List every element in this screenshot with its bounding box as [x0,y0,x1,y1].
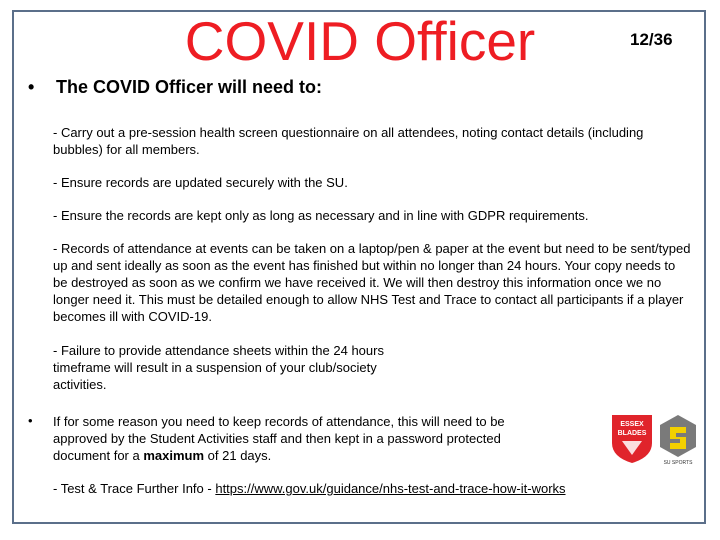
essex-blades-logo [610,413,654,465]
further-info [53,480,653,497]
su-sports-logo [656,413,700,465]
paragraph-health-screen: - Carry out a pre-session health screen questionnaire on all attendees, noting contact details (including bubbles) for all members. [53,125,644,157]
paragraph-attendance-records: - Records of attendance at events can be taken on a laptop/pen & paper at the event but need to be sent/typed up and sent ideally as soon as the event has finished but within no longer than 24 hours. Your copy needs to be destroyed as soon as we confirm we have received it. We will then destroy this information once we no longer need it. This must be detailed enough to allow NHS Test and Trace to contact all participants if a player becomes ill with COVID-19. [53,241,691,324]
test-trace-link[interactable]: https://www.gov.uk/guidance/nhs-test-and-trace-how-it-works [215,481,566,496]
page-number: 12/36 [630,30,673,49]
paragraph-failure: - Failure to provide attendance sheets within the 24 hours timeframe will result in a suspension of your club/society activities. [53,343,384,392]
heading-text: The COVID Officer will need to: [56,77,323,97]
su-logo-caption: SU SPORTS [663,460,693,465]
sub-bullet-marker: • [28,413,33,428]
main-heading [28,77,322,98]
paragraph-keep-records [53,413,548,464]
keep-records-bold: maximum [143,448,205,463]
paragraph-records-secure: - Ensure records are updated securely with the SU. [53,175,348,190]
slide-title: COVID Officer [184,10,536,72]
essex-logo-line1: ESSEX [620,421,644,428]
keep-records-text: If for some reason you need to keep records of attendance, this will need to be approved by the Student Activities staff and then kept in a password protected document for a [53,414,505,463]
paragraph-gdpr: - Ensure the records are kept only as long as necessary and in line with GDPR requirements. [53,208,589,223]
essex-logo-line2: BLADES [617,430,647,437]
further-info-prefix: - Test & Trace Further Info - [53,481,212,496]
heading-bullet: • [28,77,35,97]
keep-records-end: of 21 days. [207,448,272,463]
